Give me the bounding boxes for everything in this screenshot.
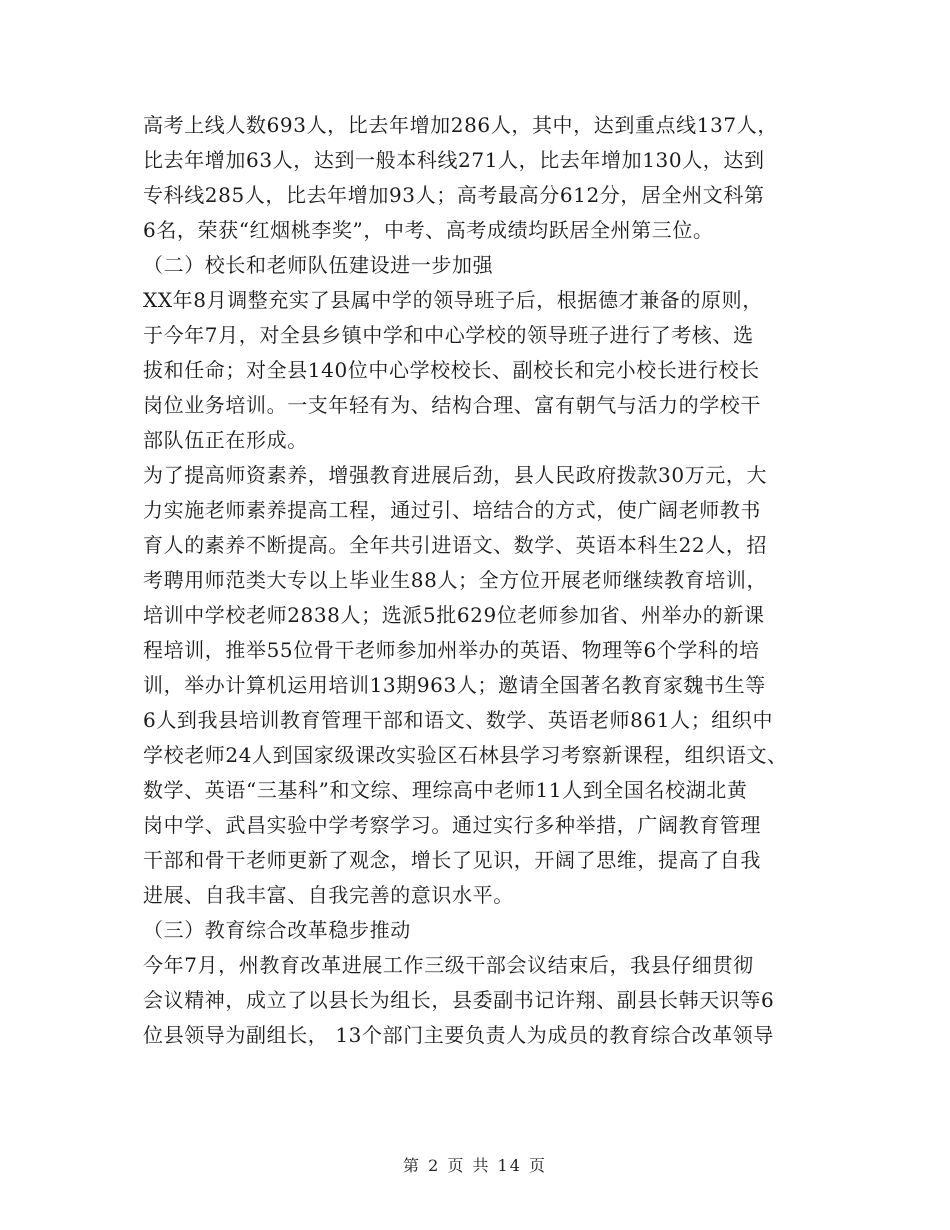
text-line: 6人到我县培训教育管理干部和语文、数学、英语老师861人；组织中 xyxy=(143,708,774,732)
document-body xyxy=(143,108,823,1053)
text-line: 专科线285人，比去年增加93人；高考最高分612分，居全州文科第 xyxy=(143,183,765,207)
text-line: 程培训，推举55位骨干老师参加州举办的英语、物理等6个学科的培 xyxy=(143,638,760,662)
text-line: 数学、英语“三基科”和文综、理综高中老师11人到全国名校湖北黄 xyxy=(143,778,748,802)
text-line: 会议精神，成立了以县长为组长，县委副书记许翔、副县长韩天识等6 xyxy=(143,988,775,1012)
text-line: 育人的素养不断提高。全年共引进语文、数学、英语本科生22人，招 xyxy=(143,533,768,557)
text-line: 于今年7月，对全县乡镇中学和中心学校的领导班子进行了考核、选 xyxy=(143,323,754,347)
text-line: 力实施老师素养提高工程，通过引、培结合的方式，使广阔老师教书 xyxy=(143,498,761,522)
section-heading: （二）校长和老师队伍建设进一步加强 xyxy=(143,253,494,277)
text-line: 训，举办计算机运用培训13期963人；邀请全国著名教育家魏书生等 xyxy=(143,673,766,697)
text-line: 6名，荣获“红烟桃李奖”，中考、高考成绩均跃居全州第三位。 xyxy=(143,218,714,242)
text-line: 培训中学校老师2838人；选派5批629位老师参加省、州举办的新课 xyxy=(143,603,765,627)
text-line: 今年7月，州教育改革进展工作三级干部会议结束后，我县仔细贯彻 xyxy=(143,953,754,977)
text-line: 进展、自我丰富、自我完善的意识水平。 xyxy=(143,883,514,907)
text-line: XX年8月调整充实了县属中学的领导班子后，根据德才兼备的原则， xyxy=(143,288,763,312)
text-line: 为了提高师资素养，增强教育进展后劲，县人民政府拨款30万元，大 xyxy=(143,463,768,487)
text-line: 拔和任命；对全县140位中心学校校长、副校长和完小校长进行校长 xyxy=(143,358,760,382)
text-line: 岗位业务培训。一支年轻有为、结构合理、富有朝气与活力的学校干 xyxy=(143,393,761,417)
text-line: 学校老师24人到国家级课改实验区石林县学习考察新课程，组织语文、 xyxy=(143,743,788,767)
page-number-footer: 第 2 页 共 14 页 xyxy=(403,1156,547,1175)
text-line: 部队伍正在形成。 xyxy=(143,428,308,452)
text-line: 考聘用师范类大专以上毕业生88人；全方位开展老师继续教育培训， xyxy=(143,568,768,592)
text-line: 干部和骨干老师更新了观念，增长了见识，开阔了思维，提高了自我 xyxy=(143,848,761,872)
text-line: 高考上线人数693人，比去年增加286人，其中，达到重点线137人， xyxy=(143,113,778,137)
text-line: 位县领导为副组长， 13个部门主要负责人为成员的教育综合改革领导 xyxy=(143,1023,775,1047)
section-heading: （三）教育综合改革稳步推动 xyxy=(143,918,411,942)
text-line: 岗中学、武昌实验中学考察学习。通过实行多种举措，广阔教育管理 xyxy=(143,813,761,837)
text-line: 比去年增加63人，达到一般本科线271人，比去年增加130人，达到 xyxy=(143,148,765,172)
